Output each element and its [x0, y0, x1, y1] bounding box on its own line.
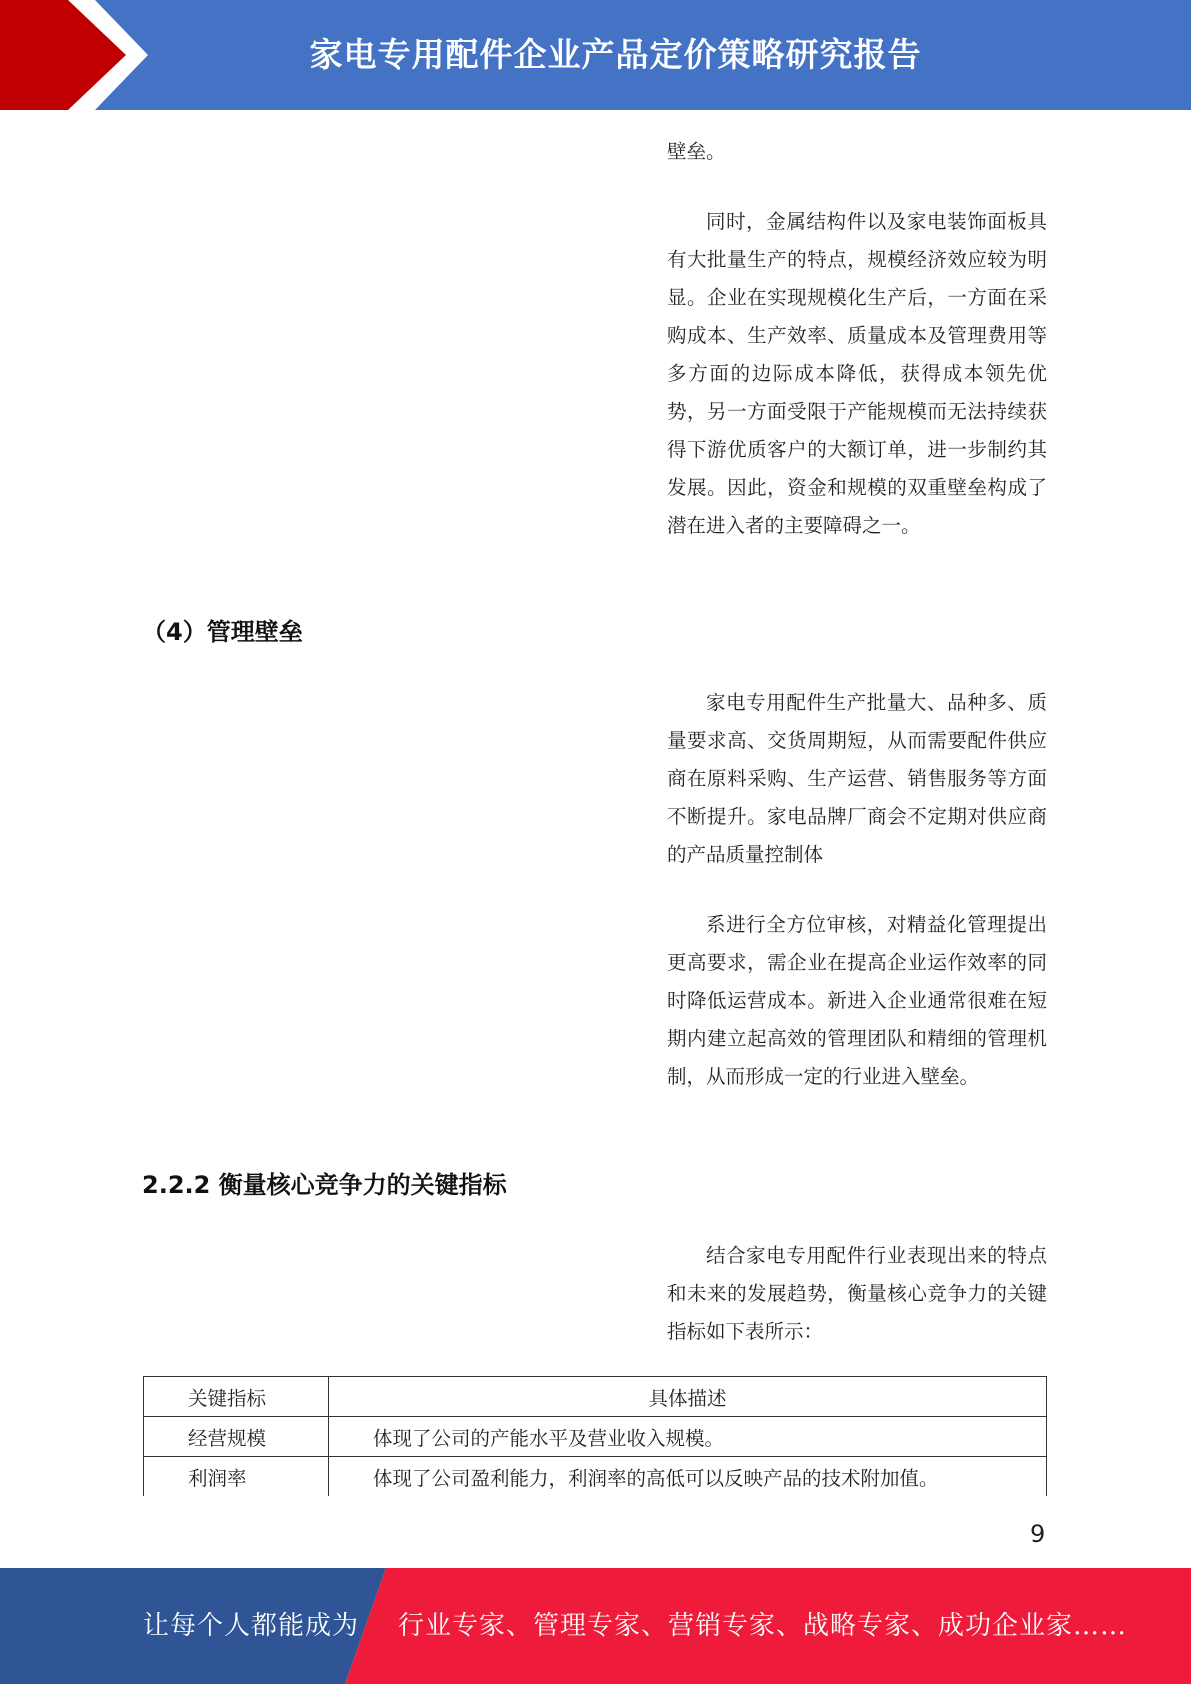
- table-cell-description: 体现了公司盈利能力，利润率的高低可以反映产品的技术附加值。: [329, 1457, 1047, 1497]
- text-block-management-1: [667, 684, 1047, 874]
- table-cell-indicator: 利润率: [144, 1457, 329, 1497]
- report-title: 家电专用配件企业产品定价策略研究报告: [309, 34, 922, 74]
- footer-slogan-right: 行业专家、管理专家、营销专家、战略专家、成功企业家……: [398, 1611, 1128, 1641]
- paragraph-management-2: 系进行全方位审核，对精益化管理提出更高要求，需企业在提高企业运作效率的同时降低运营成本。新进入企业通常很难在短期内建立起高效的管理团队和精细的管理机制，从而形成一定的行业进入壁垒。: [667, 913, 1047, 1088]
- page-number: 9: [1030, 1520, 1046, 1548]
- section-heading-management-barrier: （4）管理壁垒: [142, 618, 303, 646]
- paragraph-continued: 壁垒。: [667, 140, 726, 163]
- paragraph-kpi-intro: 结合家电专用配件行业表现出来的特点和未来的发展趋势，衡量核心竞争力的关键指标如下表所示：: [667, 1244, 1047, 1343]
- table-row: [144, 1457, 1047, 1497]
- paragraph-scale-economy: 同时，金属结构件以及家电装饰面板具有大批量生产的特点，规模经济效应较为明显。企业在实现规模化生产后，一方面在采购成本、生产效率、质量成本及管理费用等多方面的边际成本降低，获得成本领先优势，另一方面受限于产能规模而无法持续获得下游优质客户的大额订单，进一步制约其发展。因此，资金和规模的双重壁垒构成了潜在进入者的主要障碍之一。: [667, 210, 1047, 537]
- table-row: [144, 1417, 1047, 1457]
- table-header-row: [144, 1377, 1047, 1417]
- header-banner: [0, 0, 1191, 110]
- table-cell-description: 体现了公司的产能水平及营业收入规模。: [329, 1417, 1047, 1457]
- section-heading-kpi: 2.2.2 衡量核心竞争力的关键指标: [142, 1171, 507, 1199]
- text-block-continued: [667, 133, 1047, 171]
- footer-slogan-left: 让每个人都能成为: [143, 1611, 360, 1641]
- paragraph-management-1: 家电专用配件生产批量大、品种多、质量要求高、交货周期短，从而需要配件供应商在原料采购、生产运营、销售服务等方面不断提升。家电品牌厂商会不定期对供应商的产品质量控制体: [667, 691, 1047, 866]
- text-block-management-2: [667, 906, 1047, 1096]
- text-block-scale: [667, 203, 1047, 545]
- text-block-kpi: [667, 1237, 1047, 1351]
- table-cell-indicator: 经营规模: [144, 1417, 329, 1457]
- footer-banner: [0, 1568, 1191, 1684]
- table-header-cell: 具体描述: [329, 1377, 1047, 1417]
- table-header-cell: 关键指标: [144, 1377, 329, 1417]
- kpi-table: [143, 1376, 1047, 1496]
